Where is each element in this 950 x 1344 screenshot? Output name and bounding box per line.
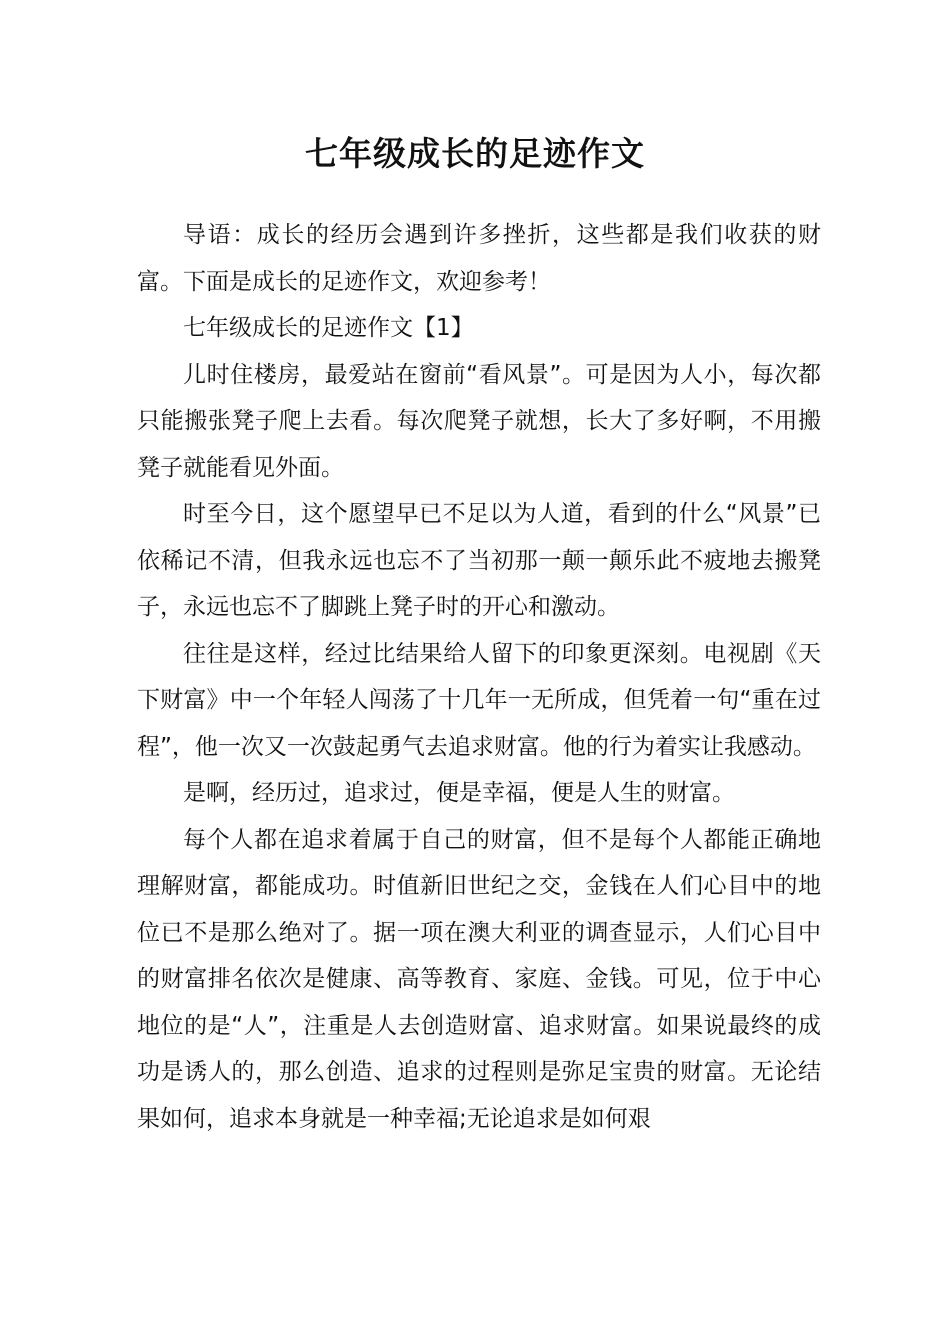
- body-paragraph: 儿时住楼房，最爱站在窗前“看风景”。可是因为人小，每次都只能搬张凳子爬上去看。每次爬凳子就想，长大了多好啊，不用搬凳子就能看见外面。: [137, 361, 821, 481]
- body-paragraph: 每个人都在追求着属于自己的财富，但不是每个人都能正确地理解财富，都能成功。时值新旧世纪之交，金钱在人们心目中的地位已不是那么绝对了。据一项在澳大利亚的调查显示，人们心目中的财富排名依次是健康、高等教育、家庭、金钱。可见，位于中心地位的是“人”，注重是人去创造财富、追求财富。如果说最终的成功是诱人的，那么创造、追求的过程则是弥足宝贵的财富。无论结果如何，追求本身就是一种幸福;无论追求是如何艰: [137, 826, 821, 1132]
- document-title: 七年级成长的足迹作文: [305, 134, 645, 173]
- body-paragraph: 时至今日，这个愿望早已不足以为人道，看到的什么“风景”已依稀记不清，但我永远也忘不了当初那一颠一颠乐此不疲地去搬凳子，永远也忘不了脚跳上凳子时的开心和激动。: [137, 501, 821, 620]
- body-paragraph: 往往是这样，经过比结果给人留下的印象更深刻。电视剧《天下财富》中一个年轻人闯荡了十几年一无所成，但凭着一句“重在过程”，他一次又一次鼓起勇气去追求财富。他的行为着实让我感动。: [137, 640, 821, 760]
- document-body: [137, 212, 821, 1142]
- body-paragraph: 是啊，经历过，追求过，便是幸福，便是人生的财富。: [183, 780, 735, 806]
- intro-paragraph: 导语：成长的经历会遇到许多挫折，这些都是我们收获的财富。下面是成长的足迹作文，欢迎参考！: [137, 222, 821, 295]
- section-heading: 七年级成长的足迹作文【1】: [183, 315, 474, 341]
